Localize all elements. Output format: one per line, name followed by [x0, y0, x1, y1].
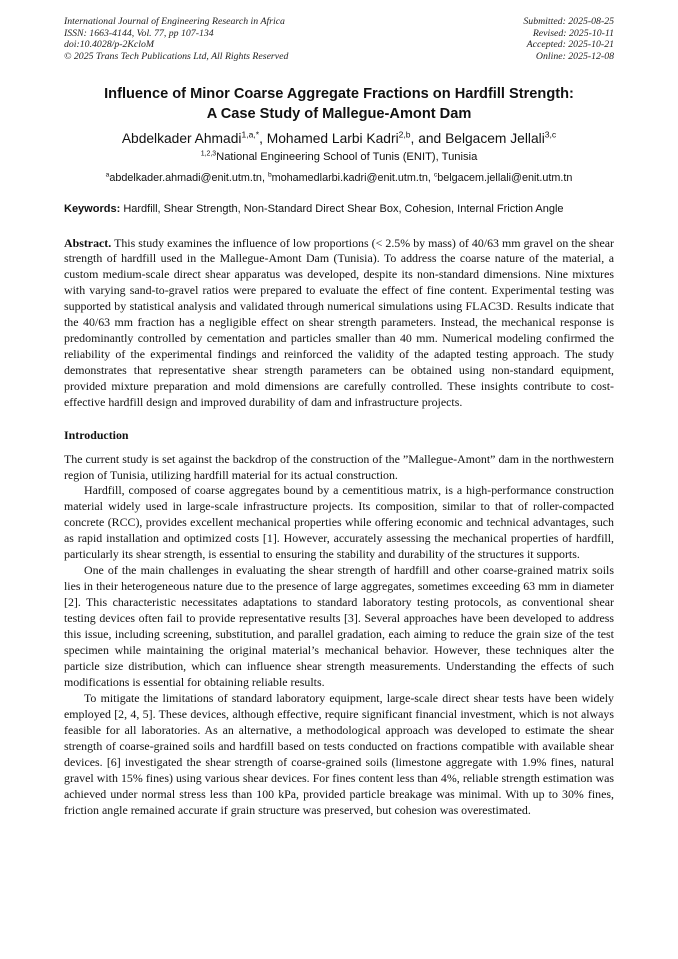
body-paragraph: Hardfill, composed of coarse aggregates bound by a cementitious matrix, is a high-performance construction material widely used in large-scale infrastructure projects. Its composition, similar to that of roller-compacted concrete (RCC), provides excellent mechanical properties while offering economic and technical advantages, such as rapid installation and optimized costs [1]. However, accurately assessing the mechanical properties of hardfill, particularly its shear strength, is essential to ensuring the stability and durability of the structures it supports.: [64, 483, 614, 562]
journal-copyright: © 2025 Trans Tech Publications Ltd, All Rights Reserved: [64, 50, 289, 62]
date-submitted: Submitted: 2025-08-25: [523, 16, 614, 27]
section-heading: Introduction: [64, 427, 129, 442]
date-online: Online: 2025-12-08: [535, 50, 614, 62]
author-separator: , and: [410, 131, 446, 147]
author-name: Belgacem Jellali: [445, 131, 545, 147]
email-address[interactable]: belgacem.jellali@enit.utm.tn: [437, 172, 573, 185]
journal-header: [64, 16, 614, 62]
article-dates: [523, 16, 614, 62]
email-separator: ,: [261, 172, 268, 185]
author-superscript: 1,a,*: [241, 129, 260, 140]
email-separator: ,: [427, 172, 434, 185]
email-superscript: a: [105, 171, 110, 179]
body-paragraph: One of the main challenges in evaluating the shear strength of hardfill and other coarse-grained matrix soils lies in their heterogeneous nature due to the presence of large aggregates, sometimes exceeding 63 mm in diameter [2]. This characteristic necessitates adaptations to standard laboratory testing protocols, as conventional shear testing devices often fail to provide representative results [3]. Several approaches have been developed to address this issue, including screening, substitution, and parallel gradation, each aiming to reduce the grain size of the test specimen while maintaining the original material’s mechanical behavior. However, these techniques alter the particle size distribution, which can influence shear strength measurements. Understanding the effects of such modifications is essential for obtaining reliable results.: [64, 563, 614, 689]
journal-info: [64, 16, 288, 62]
date-revised: Revised: 2025-10-11: [532, 27, 614, 39]
keywords: [64, 202, 614, 217]
affiliation: [64, 150, 614, 165]
email-list: [64, 171, 614, 185]
email-superscript: c: [433, 171, 438, 179]
date-accepted: Accepted: 2025-10-21: [526, 39, 614, 51]
author-superscript: 2,b: [398, 129, 411, 140]
author-superscript: 3,c: [544, 129, 557, 140]
abstract: [64, 236, 614, 411]
body-paragraph: The current study is set against the backdrop of the construction of the ”Mallegue-Amont” dam in the northwestern region of Tunisia, utilizing hardfill material for its actual construction.: [64, 451, 614, 482]
abstract-label: Abstract.: [64, 235, 112, 250]
email-address[interactable]: abdelkader.ahmadi@enit.utm.tn: [109, 172, 262, 185]
title-line-2: A Case Study of Mallegue-Amont Dam: [206, 106, 472, 123]
affiliation-text: National Engineering School of Tunis (ENIT), Tunisia: [216, 151, 478, 164]
author-separator: ,: [259, 131, 267, 147]
author-list: [64, 130, 614, 148]
keywords-label: Keywords:: [64, 203, 121, 216]
author-name: Mohamed Larbi Kadri: [266, 131, 399, 147]
email-address[interactable]: mohamedlarbi.kadri@enit.utm.tn: [271, 172, 428, 185]
author-name: Abdelkader Ahmadi: [121, 131, 242, 147]
title-line-1: Influence of Minor Coarse Aggregate Fractions on Hardfill Strength:: [104, 86, 574, 103]
journal-name: International Journal of Engineering Research in Africa: [64, 16, 285, 27]
paper-title: [64, 84, 614, 124]
journal-doi[interactable]: doi:10.4028/p-2KcloM: [64, 39, 155, 51]
abstract-text: This study examines the influence of low proportions (< 2.5% by mass) of 40/63 mm gravel on the shear strength of hardfill used in the Mallegue-Amont Dam (Tunisia). To address the coarse nature of the material, a custom medium-scale direct shear apparatus was developed, despite its non-standard dimensions. Nine mixtures with varying sand-to-gravel ratios were prepared to evaluate the effect of fine content. Experimental testing was supported by statistical analysis and validated through numerical simulations using FLAC3D. Results indicate that the 40/63 mm fraction has a negligible effect on shear strength parameters. Instead, the mechanical response is predominantly controlled by cementation and particles smaller than 40 mm. Numerical modeling confirmed the reliability of the experimental findings and reinforced the validity of the adapted testing approach. The study demonstrates that representative shear strength parameters can be obtained using non-standard equipment, provided mixture preparation and mold dimensions are carefully controlled. These insights contribute to cost-effective hardfill design and improved durability of dam and infrastructure projects.: [64, 235, 614, 409]
journal-issn: ISSN: 1663-4144, Vol. 77, pp 107-134: [64, 27, 214, 39]
body-paragraph: To mitigate the limitations of standard laboratory equipment, large-scale direct shear tests have been widely employed [2, 4, 5]. These devices, although effective, require significant financial investment, which is not always feasible for all laboratories. As an alternative, a methodological approach was developed to estimate the shear strength of coarse-grained soils and hardfill based on tests conducted on fractions compatible with available shear devices. [6] investigated the shear strength of coarse-grained soils (limestone aggregate with 1.9% fines, natural gravel with 15% fines) using various shear devices. For fines content less than 4%, reliable strength estimation was achieved under normal stress less than 100 kPa, provided particle breakage was minimal. With up to 30% fines, friction angle remained accurate if grain structure was preserved, but cohesion was overestimated.: [64, 690, 614, 817]
keywords-text: Hardfill, Shear Strength, Non-Standard Direct Shear Box, Cohesion, Internal Friction Angle: [123, 203, 564, 216]
email-superscript: b: [267, 171, 272, 179]
affiliation-superscript: 1,2,3: [200, 150, 217, 158]
